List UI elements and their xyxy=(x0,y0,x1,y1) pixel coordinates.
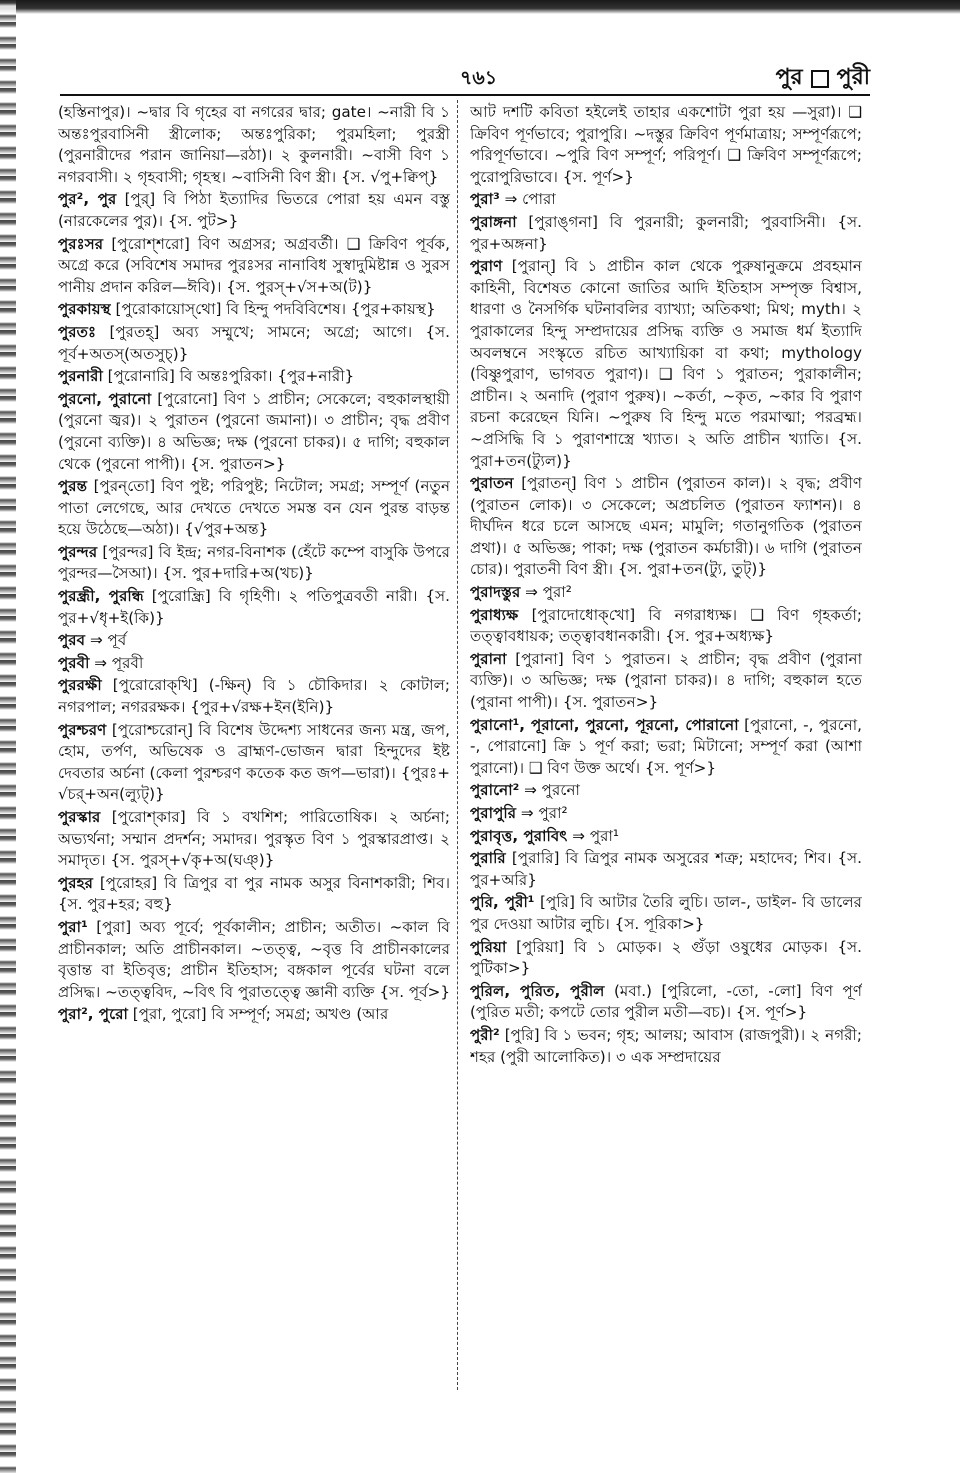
entry-definition: [পুরন্‌তো] বিণ পুষ্ট; পরিপুষ্ট; নিটোল; সমগ্র; সম্পূর্ণ (নতুন পাতা লেগেছে, আর দেখতে দেখতে সমস্ত বন যেন পুরন্ত বাড়ন্ত হয়ে উঠেছে—অঠা)। {√পুর+অন্ত} xyxy=(58,477,450,539)
dictionary-entry xyxy=(58,102,450,188)
entry-definition: [পুরিয়া] বি ১ মোড়ক। ২ গুঁড়া ওষুধের মোড়ক। {স. পুটিকা>} xyxy=(470,937,862,978)
entry-definition: ⇒ পোরা xyxy=(504,190,556,209)
entry-headword: পুরানো¹, পূরানো, পুরনো, পূরনো, পোরানো xyxy=(470,715,739,734)
entry-definition: [পুরোনারি] বি অন্তঃপুরিকা। {পুর+নারী} xyxy=(107,367,355,386)
dictionary-entry xyxy=(470,981,862,1024)
entry-headword: পুরাদস্তুর xyxy=(470,583,521,602)
dictionary-entry xyxy=(58,630,450,652)
guide-box-icon xyxy=(811,70,829,88)
entry-headword: পুরস্কার xyxy=(58,808,101,826)
entry-definition: আট দশটি কবিতা হইলেই তাহার একশোটা পুরা হয় —সুরা)। ❑ ক্রিবিণ পূর্ণভাবে; পুরাপুরি। ~দস্তুর ক্রিবিণ পূর্ণমাত্রায়; সম্পূর্ণরূপে; পরিপূর্ণভাবে। ~পুরি বিণ সম্পূর্ণ; পরিপূর্ণ। ❑ ক্রিবিণ সম্পূর্ণরূপে; পুরোপুরিভাবে। {স. পূর্ণ>} xyxy=(470,103,862,186)
entry-headword: পুরঃসর xyxy=(58,234,104,253)
entry-definition: ⇒ পুরা¹ xyxy=(572,826,619,845)
entry-headword: পুররক্ষী xyxy=(58,676,102,695)
entry-headword: পুরা², পুরো xyxy=(58,1005,128,1024)
entry-definition: ⇒ পুরা² xyxy=(520,804,568,822)
entry-definition: ⇒ পূরবী xyxy=(94,653,144,672)
dictionary-entry xyxy=(58,389,450,475)
dictionary-entry xyxy=(470,780,862,802)
dictionary-entry xyxy=(470,473,862,581)
dictionary-entry xyxy=(58,234,450,299)
entry-headword: পুরিল, পুরিত, পুরীল xyxy=(470,981,605,1000)
entry-headword: পুরকায়স্থ xyxy=(58,300,111,319)
entry-headword: পুরনারী xyxy=(58,367,103,386)
scan-edge-top xyxy=(0,0,960,14)
page-number: ৭৬১ xyxy=(460,67,498,89)
dictionary-entry xyxy=(58,542,450,585)
entry-definition: [পুরি] বি ১ ভবন; গৃহ; আলয়; আবাস (রাজপুরী)। ২ নগরী; শহর (পুরী আলোকিত)। ৩ এক সম্প্রদায়ের xyxy=(470,1025,862,1066)
dictionary-entry xyxy=(58,189,450,232)
dictionary-entry xyxy=(58,299,450,321)
dictionary-entry xyxy=(470,256,862,472)
entry-headword: পুরাধ্যক্ষ xyxy=(470,605,519,624)
entry-definition: [পুরানো, -, পুরনো, -, পোরানো] ক্রি ১ পূর্ণ করা; ভরা; মিটানো; সম্পূর্ণ করা (আশা পুরানো)। ❑ বিণ উক্ত অর্থে। {স. পূর্ণ>} xyxy=(470,715,862,777)
entry-headword: পুরা³ xyxy=(470,190,500,209)
entry-definition: [পুরাঙ্‌গনা] বি পুরনারী; কুলনারী; পুরবাসিনী। {স. পুর+অঙ্গনা} xyxy=(470,212,862,253)
entry-headword: পুরা¹ xyxy=(58,917,88,936)
entry-definition: [পুরান্] বি ১ প্রাচীন কাল থেকে পুরুষানুক্রমে প্রবহমান কাহিনী, বিশেষত কোনো জাতির আদি ইতিহাস সম্পৃক্ত বিশ্বাস, ধারণা ও নৈসর্গিক ঘটনাবলির ব্যাখ্যা; অতিকথা; মিথ; myth। ২ পুরাকালের হিন্দু সম্প্রদায়ের প্রসিদ্ধ ব্যক্তি ও সমাজ ধর্ম ইত্যাদি অবলম্বনে সংস্কৃতে রচিত আখ্যায়িকা বা কথা; mythology (বিষ্ণুপুরাণ, ভাগবত পুরাণ)। ❑ বিণ ১ পুরাতন; পুরাকালীন; প্রাচীন। ২ অনাদি (পুরাণ পুরুষ)। ~কর্তা, ~কৃত, ~কার বি পুরাণ রচনা করেছেন যিনি। ~পুরুষ বি হিন্দু মতে পরমাত্মা; পরব্রহ্ম। ~প্রসিদ্ধি বি ১ পুরাণশাস্ত্রে খ্যাত। ২ অতি প্রাচীন খ্যাতি। {স. পুরা+তন(ট্যুল)} xyxy=(470,257,862,470)
dictionary-entry xyxy=(58,653,450,675)
entry-headword: পুরবী xyxy=(58,653,90,672)
entry-headword: পুর², পুর xyxy=(58,190,117,209)
entry-headword: পুরাঙ্গনা xyxy=(470,212,517,231)
page-header xyxy=(60,58,870,96)
entry-headword: পুরনো, পুরানো xyxy=(58,389,152,408)
entry-headword: পুরী² xyxy=(470,1025,500,1044)
entry-definition: ⇒ পুরনো xyxy=(524,781,580,800)
entry-headword: পুরহর xyxy=(58,873,93,892)
dictionary-entry xyxy=(470,212,862,255)
dictionary-entry xyxy=(58,1004,450,1026)
dictionary-entry xyxy=(58,586,450,629)
entry-definition: [পুরা, পুরো] বি সম্পূর্ণ; সমগ্র; অখণ্ড (আর xyxy=(132,1005,389,1024)
dictionary-entry xyxy=(470,937,862,980)
entry-definition: (মবা.) [পুরিলো, -তো, -লো] বিণ পূর্ণ (পুরিত মতী; কপটে তোর পুরীল মতী—বচ)। {স. পূর্ণ>} xyxy=(470,981,862,1022)
entry-headword: পুরানা xyxy=(470,649,507,668)
entry-definition: [পুরা] অব্য পূর্বে; পূর্বকালীন; প্রাচীন; অতীত। ~কাল বি প্রাচীনকাল; অতি প্রাচীনকাল। ~তত্ত্ব, ~বৃত্ত বি প্রাচীনকালের বৃত্তান্ত বা ইতিবৃত্ত; প্রাচীন ইতিহাস; বঙ্গকাল পূর্বের ঘটনা বলে প্রসিদ্ধ। ~তত্ত্ববিদ, ~বিৎ বি পুরাতত্ত্বে জ্ঞানী ব্যক্তি {স. পূর্ব>} xyxy=(58,917,450,1001)
entry-definition: (হস্তিনাপুর)। ~দ্বার বি গৃহের বা নগরের দ্বার; gate। ~নারী বি ১ অন্তঃপুরবাসিনী স্ত্রীলোক; অন্তঃপুরিকা; পুরমহিলা; পুরস্ত্রী (পুরনারীদের পরান জানিয়া—রঠা)। ২ কুলনারী। ~বাসী বিণ ১ নগরবাসী। ২ গৃহবাসী; গৃহস্থ। ~বাসিনী বিণ স্ত্রী। {স. √পু+ক্বিপ্} xyxy=(58,103,450,186)
dictionary-entry xyxy=(470,892,862,935)
entry-definition: [পুরারি] বি ত্রিপুর নামক অসুরের শত্রু; মহাদেব; শিব। {স. পুর+অরি} xyxy=(470,849,862,889)
guide-word-end: পুরী xyxy=(836,65,870,90)
entry-definition: [পুরোনো] বিণ ১ প্রাচীন; সেকেলে; বহুকালস্থায়ী (পুরনো জ্বর)। ২ পুরাতন (পুরনো জমানা)। ৩ প্রাচীন; বৃদ্ধ প্রবীণ (পুরনো ব্যক্তি)। ৪ অভিজ্ঞ; দক্ষ (পুরনো চাকর)। ৫ দাগি; বহুকাল থেকে (পুরনো পাপী)। {স. পুরাতন>} xyxy=(58,389,450,473)
dictionary-entry xyxy=(58,807,450,872)
entry-headword: পুরাপুরি xyxy=(470,804,517,822)
entry-definition: [পুরন্দর] বি ইন্দ্র; নগর-বিনাশক (হেঁটে কম্পে বাসুকি উপরে পুরন্দর—সৈআ)। {স. পুর+দারি+অ(খচ)} xyxy=(58,542,450,583)
entry-definition: ⇒ পূর্ব xyxy=(89,631,127,650)
entry-headword: পুরারি xyxy=(470,849,506,868)
entry-headword: পুরশ্চরণ xyxy=(58,720,107,739)
entry-headword: পুরন্দর xyxy=(58,542,98,561)
dictionary-entry xyxy=(470,803,862,825)
entry-headword: পুরানো² xyxy=(470,781,520,800)
entry-headword: পুরব xyxy=(58,631,86,650)
guide-word-start: পুর xyxy=(775,65,803,90)
dictionary-entry xyxy=(58,675,450,718)
left-column xyxy=(58,102,450,1392)
dictionary-entry xyxy=(58,873,450,916)
entry-definition: [পুরোকায়োস্‌থো] বি হিন্দু পদবিবিশেষ। {পুর+কায়স্থ} xyxy=(115,300,436,319)
dictionary-entry xyxy=(470,826,862,848)
entry-headword: পুরাবৃত্ত, পুরাবিৎ xyxy=(470,826,568,845)
entry-headword: পুরতঃ xyxy=(58,322,97,341)
dictionary-entry xyxy=(58,476,450,541)
entry-definition: [পুরাদোধোক্‌খো] বি নগরাধ্যক্ষ। ❑ বিণ গৃহকর্তা; তত্ত্বাবধায়ক; তত্ত্বাবধানকারী। {স. পুর+অধ্যক্ষ} xyxy=(470,605,862,646)
entry-definition: [পুরানা] বিণ ১ পুরাতন। ২ প্রাচীন; বৃদ্ধ প্রবীণ (পুরানা ব্যক্তি)। ৩ অভিজ্ঞ; দক্ষ (পুরানা চাকর)। ৪ দাগি; বহুকাল হতে (পুরানা পাপী)। {স. পুরাতন>} xyxy=(470,649,862,712)
entry-definition: [পুরোশ্‌শরো] বিণ অগ্রসর; অগ্রবর্তী। ❑ ক্রিবিণ পূর্বক, অগ্রে করে (সবিশেষ সমাদর পুরঃসর নানাবিধ সুস্বাদুমিষ্টান্ন ও সুরস পানীয় প্রদান করিল—ঈবি)। {স. পুরস্+√স+অ(ট)} xyxy=(58,234,450,296)
dictionary-entry xyxy=(58,322,450,365)
entry-definition: [পুরতহ্] অব্য সম্মুখে; সামনে; অগ্রে; আগে। {স. পূর্ব+অতস্(অতসুচ্)} xyxy=(58,322,450,363)
entry-headword: পুরাণ xyxy=(470,257,503,276)
column-divider xyxy=(457,100,458,1390)
entry-headword: পুরন্ধ্রী, পুরন্ধি xyxy=(58,587,144,606)
entry-definition: [পুরি] বি আটার তৈরি লুচি। ডাল-, ডাইল- বি ডালের পুর দেওয়া আটার লুচি। {স. পূরিকা>} xyxy=(470,893,862,933)
entry-headword: পুরি, পুরী¹ xyxy=(470,893,535,912)
dictionary-entry xyxy=(470,582,862,604)
entry-headword: পুরাতন xyxy=(470,474,514,493)
entry-definition: [পুর্] বি পিঠা ইত্যাদির ভিতরে পোরা হয় এমন বস্তু (নারকেলের পুর)। {স. পুট>} xyxy=(58,190,450,230)
dictionary-entry xyxy=(470,102,862,188)
dictionary-entry xyxy=(470,649,862,714)
entry-definition: [পুরোরোক্‌খি] (-ক্ষিন্) বি ১ চৌকিদার। ২ কোটাল; নগরপাল; নগররক্ষক। {পুর+√রক্ষ+ইন(ইনি)} xyxy=(58,676,450,717)
dictionary-entry xyxy=(58,366,450,388)
dictionary-entry xyxy=(470,1025,862,1068)
dictionary-entry xyxy=(470,189,862,211)
entry-definition: ⇒ পুরা² xyxy=(525,583,572,602)
entry-definition: [পুরোহর] বি ত্রিপুর বা পুর নামক অসুর বিনাশকারী; শিব। {স. পুর+হর; বহু} xyxy=(58,873,450,914)
right-column xyxy=(470,102,862,1392)
entry-definition: [পুরোন্ধ্রি] বি গৃহিণী। ২ পতিপুত্রবতী নারী। {স. পুর+√ধৃ+ই(কি)} xyxy=(58,587,450,627)
dictionary-entry xyxy=(470,605,862,648)
entry-definition: [পুরোশ্‌কার] বি ১ বখশিশ; পারিতোষিক। ২ অর্চনা; অভ্যর্থনা; সম্মান প্রদর্শন; সমাদর। পুরস্কৃত বিণ ১ পুরস্কারপ্রাপ্ত। ২ সমাদৃত। {স. পুরস্+√কৃ+অ(ঘঞ্)} xyxy=(58,808,450,870)
dictionary-entry xyxy=(470,848,862,891)
dictionary-entry xyxy=(58,720,450,806)
dictionary-entry xyxy=(58,917,450,1003)
entry-definition: [পুরাতন্] বিণ ১ প্রাচীন (পুরাতন কাল)। ২ বৃদ্ধ; প্রবীণ (পুরাতন লোক)। ৩ সেকেলে; অপ্রচলিত (পুরাতন ফ্যাশন)। ৪ দীর্ঘদিন ধরে চলে আসছে এমন; মামুলি; গতানুগতিক (পুরাতন প্রথা)। ৫ অভিজ্ঞ; পাকা; দক্ষ (পুরাতন কর্মচারী)। ৬ দাগি (পুরাতন চোর)। পুরাতনী বিণ স্ত্রী। {স. পুরা+তন(ট্যু, তুট্)} xyxy=(470,474,862,579)
entry-definition: [পুরোশ্চরোন্] বি বিশেষ উদ্দেশ্য সাধনের জন্য মন্ত্র, জপ, হোম, তর্পণ, অভিষেক ও ব্রাহ্মণ-ভোজন দ্বারা হিন্দুদের ইষ্ট দেবতার অর্চনা (কেলা পুরশ্চরণ কতেক কত জপ—ভারা)। {পুরঃ+ √চর্+অন(ল্যুট্)} xyxy=(58,720,450,804)
scan-edge-left xyxy=(0,0,16,1473)
entry-headword: পুরন্ত xyxy=(58,477,88,496)
guide-words xyxy=(776,60,870,97)
dictionary-entry xyxy=(470,715,862,780)
entry-headword: পুরিয়া xyxy=(470,937,507,956)
